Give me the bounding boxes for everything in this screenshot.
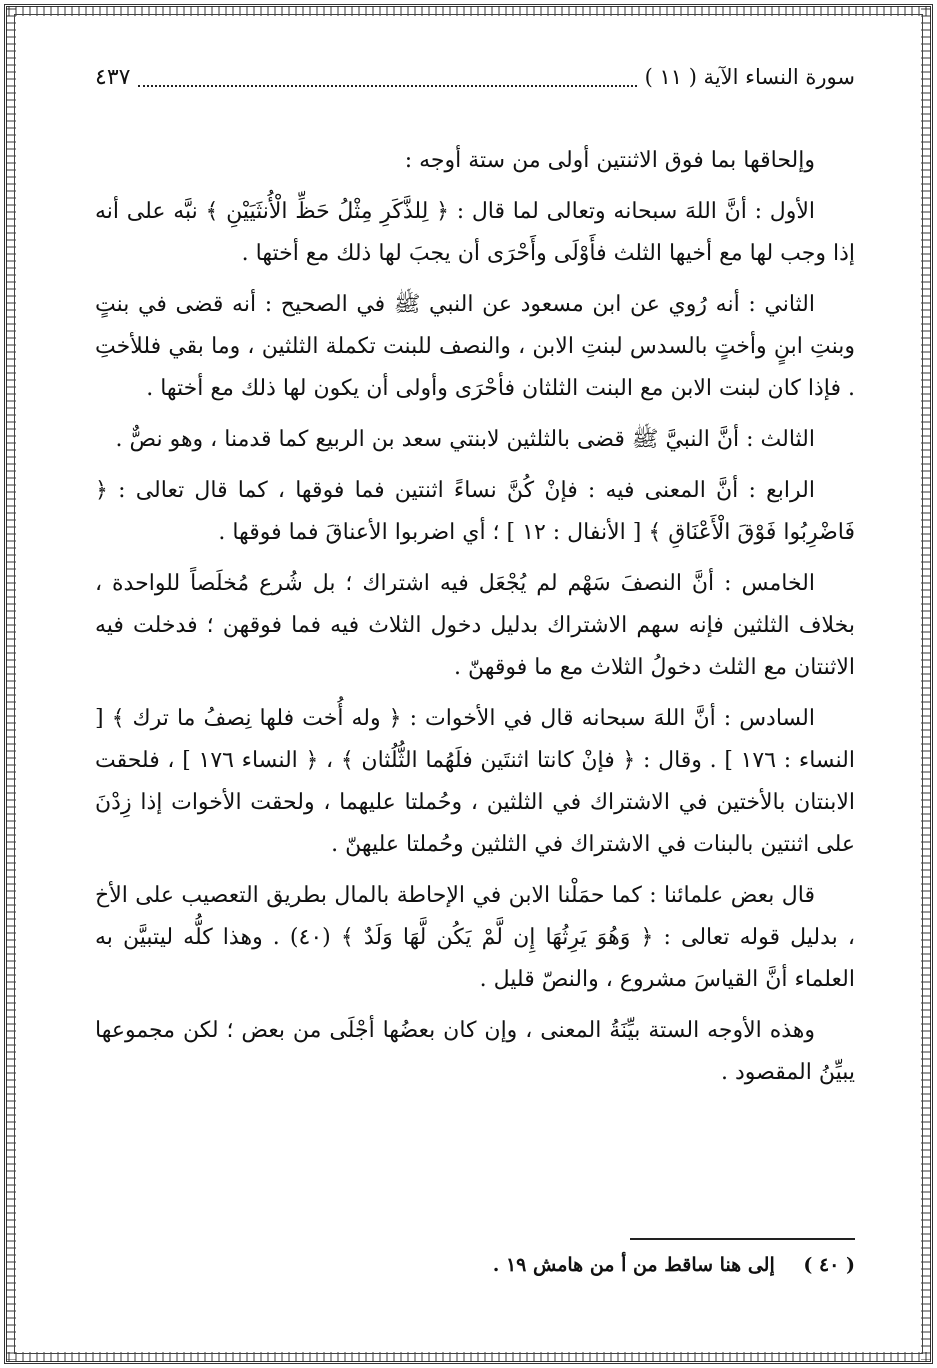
header-leader-dots [138,73,636,87]
footnote-text: إلى هنا ساقط من أ من هامش ١٩ . [492,1254,775,1276]
page-number: ٤٣٧ [95,64,131,90]
paragraph-fourth-reason: الرابع : أنَّ المعنى فيه : فإنْ كُنَّ نساءً اثنتين فما فوقها ، كما قال تعالى : ﴿ فَاضْرِبُوا فَوْقَ الْأَعْنَاقِ ﴾ [ الأنفال : ١٢ ] ؛ أي اضربوا الأعناقَ فما فوقها . [95,478,855,545]
paragraph-conclusion: وهذه الأوجه الستة بيِّنَةُ المعنى ، وإن كان بعضُها أجْلَى من بعض ؛ لكن مجموعها يبيِّنُ المقصود . [95,1018,855,1085]
main-text [95,140,855,1103]
paragraph-intro: وإلحاقها بما فوق الاثنتين أولى من ستة أوجه : [404,148,815,173]
footnote-number: ( ٤٠ ) [803,1254,855,1276]
footnote-separator [630,1238,855,1240]
paragraph-first-reason: الأول : أنَّ اللهَ سبحانه وتعالى لما قال : ﴿ لِلذَّكَرِ مِثْلُ حَظِّ الْأُنثَيَيْنِ ﴾ نبَّه على أنه إذا وجب لها مع أخيها الثلث فأَوْلَى وأَحْرَى أن يجبَ لها ذلك مع أختها . [95,199,855,266]
paragraph-sixth-reason: السادس : أنَّ اللهَ سبحانه قال في الأخوات : ﴿ وله أُخت فلها نِصفُ ما ترك ﴾ [ النساء : ١٧٦ ] . وقال : ﴿ فإنْ كانتا اثنتَين فلَهُما الثُّلُثان ﴾ ، ﴿ النساء ١٧٦ ] ، فلحقت الابنتان بالأختين في الاشتراك في الثلثين ، وحُملتا عليهما ، ولحقت الأخوات إذا زِدْنَ على اثنتين بالبنات في الاشتراك في الثلثين وحُملتا عليهنّ . [95,706,855,857]
paragraph-third-reason: الثالث : أنَّ النبيَّ ﷺ قضى بالثلثين لابنتي سعد بن الربيع كما قدمنا ، وهو نصٌّ . [115,427,815,452]
header-title: سورة النساء الآية ( ١١ ) [644,65,855,89]
running-header [95,60,855,94]
footnote [95,1250,855,1280]
paragraph-fifth-reason: الخامس : أنَّ النصفَ سَهْم لم يُجْعَل فيه اشتراك ؛ بل شُرع مُخلَصاً للواحدة ، بخلاف الثلثين فإنه سهم الاشتراك بدليل دخول الثلاث فيه فما فوقهن ؛ فدخلت فيه الاثنتان مع الثلث دخولُ الثلاث مع ما فوقهنّ . [95,571,855,680]
paragraph-second-reason: الثاني : أنه رُوي عن ابن مسعود عن النبي ﷺ في الصحيح : أنه قضى في بنتٍ وبنتِ ابنٍ وأختٍ بالسدس لبنتِ الابن ، والنصف للبنت تكملة الثلثين ، وما بقي فللأختِ . فإذا كان لبنت الابن مع البنت الثلثان فأحْرَى وأولى أن يكون لها ذلك مع أختها . [95,292,855,401]
paragraph-scholars: قال بعض علمائنا : كما حمَلْنا الابن في الإحاطة بالمال بطريق التعصيب على الأخ ، بدليل قوله تعالى : ﴿ وَهُوَ يَرِثُهَا إِن لَّمْ يَكُن لَّهَا وَلَدٌ ﴾ (٤٠) . وهذا كلُّه ليتبيَّن به العلماء أنَّ القياسَ مشروع ، والنصّ قليل . [95,883,855,992]
